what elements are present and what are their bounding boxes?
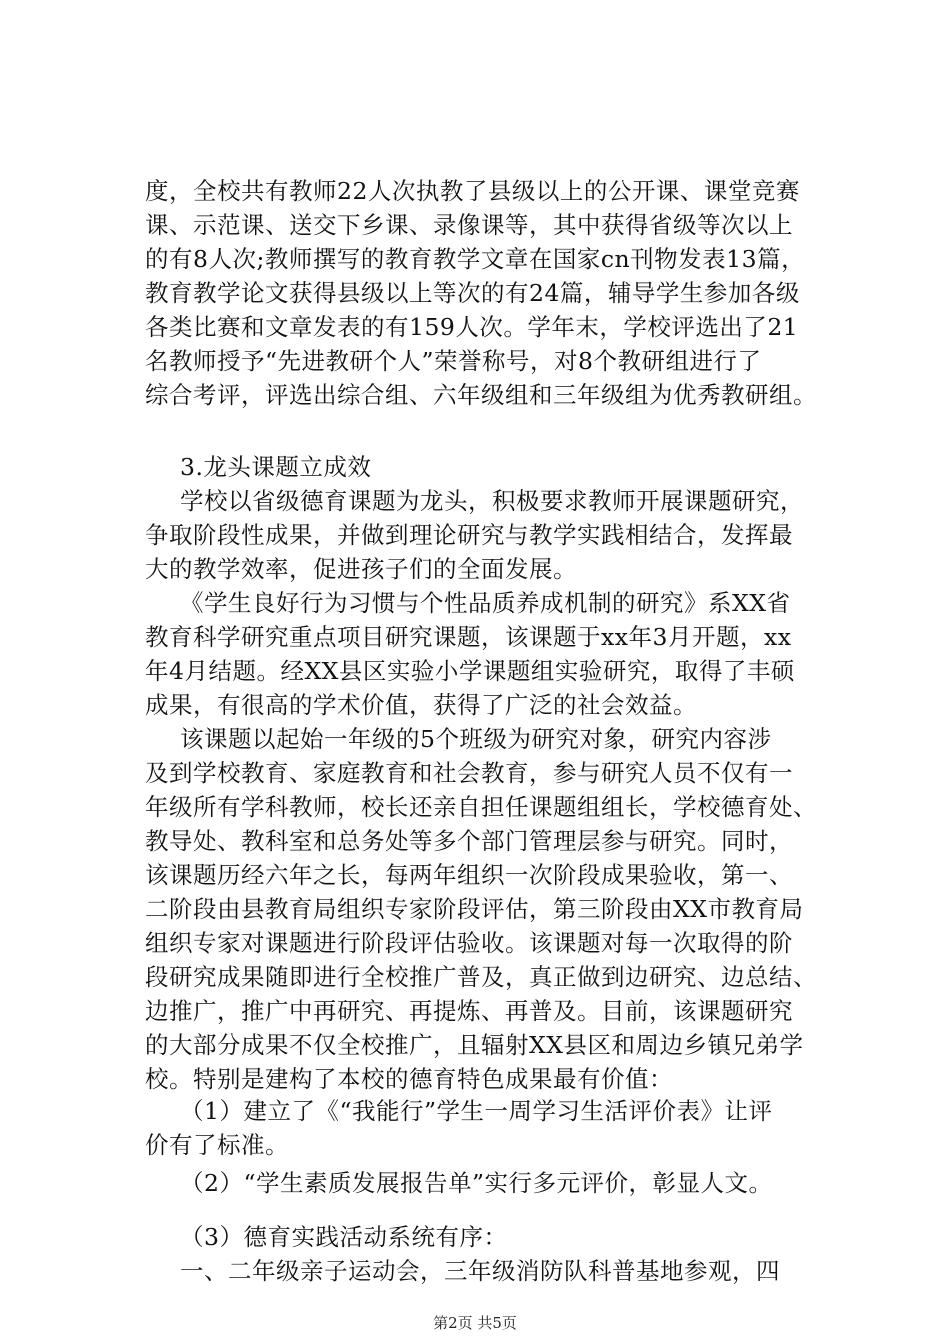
list-item: （2）“学生素质发展报告单”实行多元评价，彰显人文。 <box>180 1169 773 1197</box>
text-line: 大的教学效率，促进孩子们的全面发展。 <box>145 555 577 583</box>
text-line: 该课题历经六年之长，每两年组织一次阶段成果验收，第一、 <box>145 861 793 889</box>
text-line: 的有8人次;教师撰写的教育教学文章在国家cn刊物发表13篇， <box>145 245 806 273</box>
text-line: 价有了标准。 <box>145 1131 289 1159</box>
text-line: 各类比赛和文章发表的有159人次。学年末，学校评选出了21 <box>145 313 799 341</box>
text-line: 一、二年级亲子运动会，三年级消防队科普基地参观，四 <box>180 1257 780 1285</box>
list-item: （1）建立了《“我能行”学生一周学习生活评价表》让评 <box>180 1097 773 1125</box>
text-line: 及到学校教育、家庭教育和社会教育，参与研究人员不仅有一 <box>145 759 793 787</box>
page-number-footer: 第2页 共5页 <box>433 1314 517 1332</box>
list-item: （3）德育实践活动系统有序： <box>180 1223 508 1251</box>
text-line: 课、示范课、送交下乡课、录像课等，其中获得省级等次以上 <box>145 211 793 239</box>
text-line: 二阶段由县教育局组织专家阶段评估，第三阶段由XX市教育局 <box>145 895 804 923</box>
text-line: 校。特别是建构了本校的德育特色成果最有价值： <box>145 1065 673 1093</box>
text-line: 段研究成果随即进行全校推广普及，真正做到边研究、边总结、 <box>145 963 817 991</box>
text-line: 的大部分成果不仅全校推广，且辐射XX县区和周边乡镇兄弟学 <box>145 1031 804 1059</box>
text-line: 教育教学论文获得县级以上等次的有24篇，辅导学生参加各级 <box>145 279 800 307</box>
text-line: 年级所有学科教师，校长还亲自担任课题组组长，学校德育处、 <box>145 793 817 821</box>
text-line: 教育科学研究重点项目研究课题，该课题于xx年3月开题，xx <box>145 623 792 651</box>
text-line: 成果，有很高的学术价值，获得了广泛的社会效益。 <box>145 691 697 719</box>
section-heading: 3.龙头课题立成效 <box>180 453 372 481</box>
text-line: 《学生良好行为习惯与个性品质养成机制的研究》系XX省 <box>180 589 791 617</box>
text-line: 度，全校共有教师22人次执教了县级以上的公开课、课堂竞赛 <box>145 177 800 205</box>
text-line: 学校以省级德育课题为龙头，积极要求教师开展课题研究， <box>180 487 804 515</box>
text-line: 边推广，推广中再研究、再提炼、再普及。目前，该课题研究 <box>145 997 793 1025</box>
text-line: 年4月结题。经XX县区实验小学课题组实验研究，取得了丰硕 <box>145 657 795 685</box>
text-line: 组织专家对课题进行阶段评估验收。该课题对每一次取得的阶 <box>145 929 793 957</box>
text-line: 争取阶段性成果，并做到理论研究与教学实践相结合，发挥最 <box>145 521 793 549</box>
text-line: 教导处、教科室和总务处等多个部门管理层参与研究。同时， <box>145 827 793 855</box>
text-line: 综合考评，评选出综合组、六年级组和三年级组为优秀教研组。 <box>145 381 817 409</box>
text-line: 该课题以起始一年级的5个班级为研究对象，研究内容涉 <box>180 725 772 753</box>
text-line: 名教师授予“先进教研个人”荣誉称号，对8个教研组进行了 <box>145 347 762 375</box>
